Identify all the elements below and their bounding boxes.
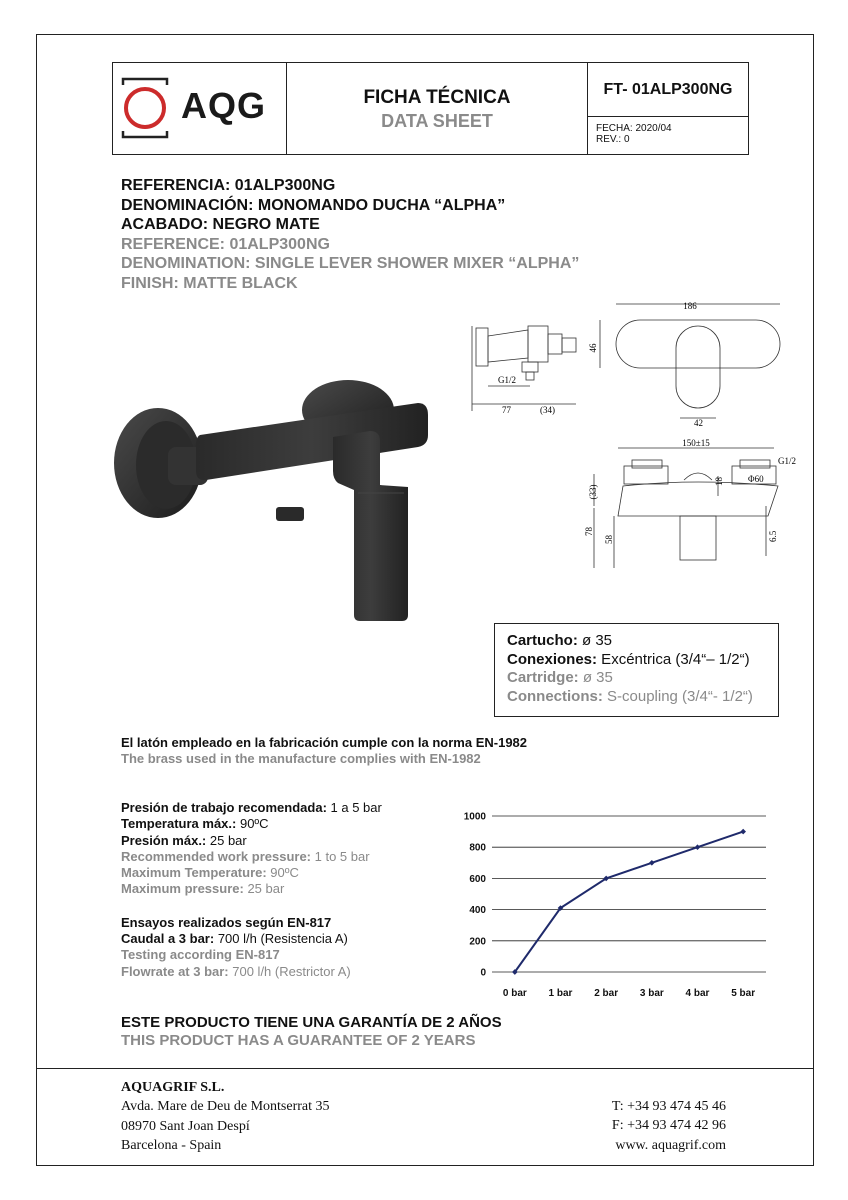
max-pressure-en: Maximum pressure: 25 bar [121,881,285,897]
brass-es: El latón empleado en la fabricación cumple con la norma EN-1982 [121,735,528,750]
specifications [121,800,382,980]
x-tick-label: 5 bar [731,988,756,999]
x-tick-label: 3 bar [639,988,664,999]
document-code: FT- 01ALP300NG [603,81,733,98]
series-line [515,832,743,972]
tests-es: Ensayos realizados según EN-817 [121,914,332,930]
logo-text: AQG [181,85,267,126]
revision: REV.: 0 [596,134,630,145]
date-cell [588,117,748,154]
temperature-es: Temperatura máx.: 90ºC [121,816,269,832]
dim-46: 46 [588,343,598,353]
dim-34: (34) [540,405,555,415]
dim-186: 186 [683,301,697,311]
x-tick-label: 2 bar [594,988,619,999]
cartridge-en: Cartridge: ø 35 [507,669,613,686]
dim-42: 42 [694,418,703,428]
logo-ring [126,89,164,127]
date: FECHA: 2020/04 [596,123,672,134]
dim-58: 58 [604,535,614,544]
y-tick-label: 200 [469,936,486,948]
company-name: AQUAGRIF S.L. [121,1080,225,1095]
reference-es: REFERENCIA: 01ALP300NG [121,177,336,194]
logo [113,63,287,154]
dim-77: 77 [502,405,511,415]
pressure-es: Presión de trabajo recomendada: 1 a 5 bar [121,800,382,815]
y-tick-label: 800 [469,842,486,854]
flow-es: Caudal a 3 bar: 700 l/h (Resistencia A) [121,931,348,947]
brass-note [121,735,527,767]
data-point [649,860,655,866]
cartridge-spec-box [494,623,779,717]
x-tick-label: 0 bar [502,988,527,999]
tests-en: Testing according EN-817 [121,947,280,963]
guarantee [121,1014,502,1050]
address-line-1: Avda. Mare de Deu de Montserrat 35 [121,1099,330,1115]
finish-en: FINISH: MATTE BLACK [121,274,298,292]
fax: F: +34 93 474 42 96 [611,1118,726,1134]
footer-contact [612,1097,726,1155]
x-tick-label: 1 bar [548,988,573,999]
phone: T: +34 93 474 45 46 [611,1099,726,1114]
dim-60: Φ60 [748,474,764,484]
denomination-en: DENOMINATION: SINGLE LEVER SHOWER MIXER “ALPHA” [121,255,580,272]
max-pressure-es: Presión máx.: 25 bar [121,832,247,848]
footer-divider [36,1068,814,1069]
temperature-en: Maximum Temperature: 90ºC [121,865,299,881]
dim-6-5: 6.5 [768,530,778,542]
product-image [108,375,448,635]
guarantee-en: THIS PRODUCT HAS A GUARANTEE OF 2 YEARS [121,1032,476,1049]
flow-chart [446,806,786,1006]
y-tick-label: 600 [469,873,486,885]
data-point [695,844,701,850]
pressure-en: Recommended work pressure: 1 to 5 bar [121,848,370,864]
dim-33: (33) [588,484,598,500]
connections-en: Connections: S-coupling (3/4“- 1/2“) [507,687,753,705]
y-tick-label: 0 [480,967,486,979]
website[interactable]: www. aquagrif.com [615,1137,726,1153]
denomination-es: DENOMINACIÓN: MONOMANDO DUCHA “ALPHA” [121,196,506,214]
reference-en: REFERENCE: 01ALP300NG [121,235,330,253]
connections-es: Conexiones: Excéntrica (3/4“– 1/2“) [507,650,750,668]
y-tick-label: 1000 [463,811,486,823]
guarantee-es: ESTE PRODUCTO TIENE UNA GARANTÍA DE 2 AÑOS [121,1014,502,1031]
data-point [740,829,746,835]
dim-78: 78 [584,527,594,536]
dim-150: 150±15 [682,438,710,448]
finish-es: ACABADO: NEGRO MATE [121,216,320,233]
reference-block [121,176,579,293]
code-cell [588,63,748,117]
address-line-2: 08970 Sant Joan Despí [121,1118,250,1134]
address-line-3: Barcelona - Spain [121,1137,222,1153]
title-english: DATA SHEET [381,111,493,131]
y-tick-label: 400 [469,905,486,917]
technical-drawing [468,296,798,586]
flow-en: Flowrate at 3 bar: 700 l/h (Restrictor A) [121,963,351,979]
header-table [112,62,749,155]
title-cell [287,63,588,154]
footer-address [121,1078,330,1155]
dim-g12-side: G1/2 [498,375,516,385]
title-spanish: FICHA TÉCNICA [363,87,511,108]
x-tick-label: 4 bar [685,988,710,999]
brass-en: The brass used in the manufacture complies with EN-1982 [121,751,481,766]
dim-g12-front: G1/2 [778,456,796,466]
cartridge-es: Cartucho: ø 35 [507,632,613,649]
dim-18: 18 [714,477,724,486]
